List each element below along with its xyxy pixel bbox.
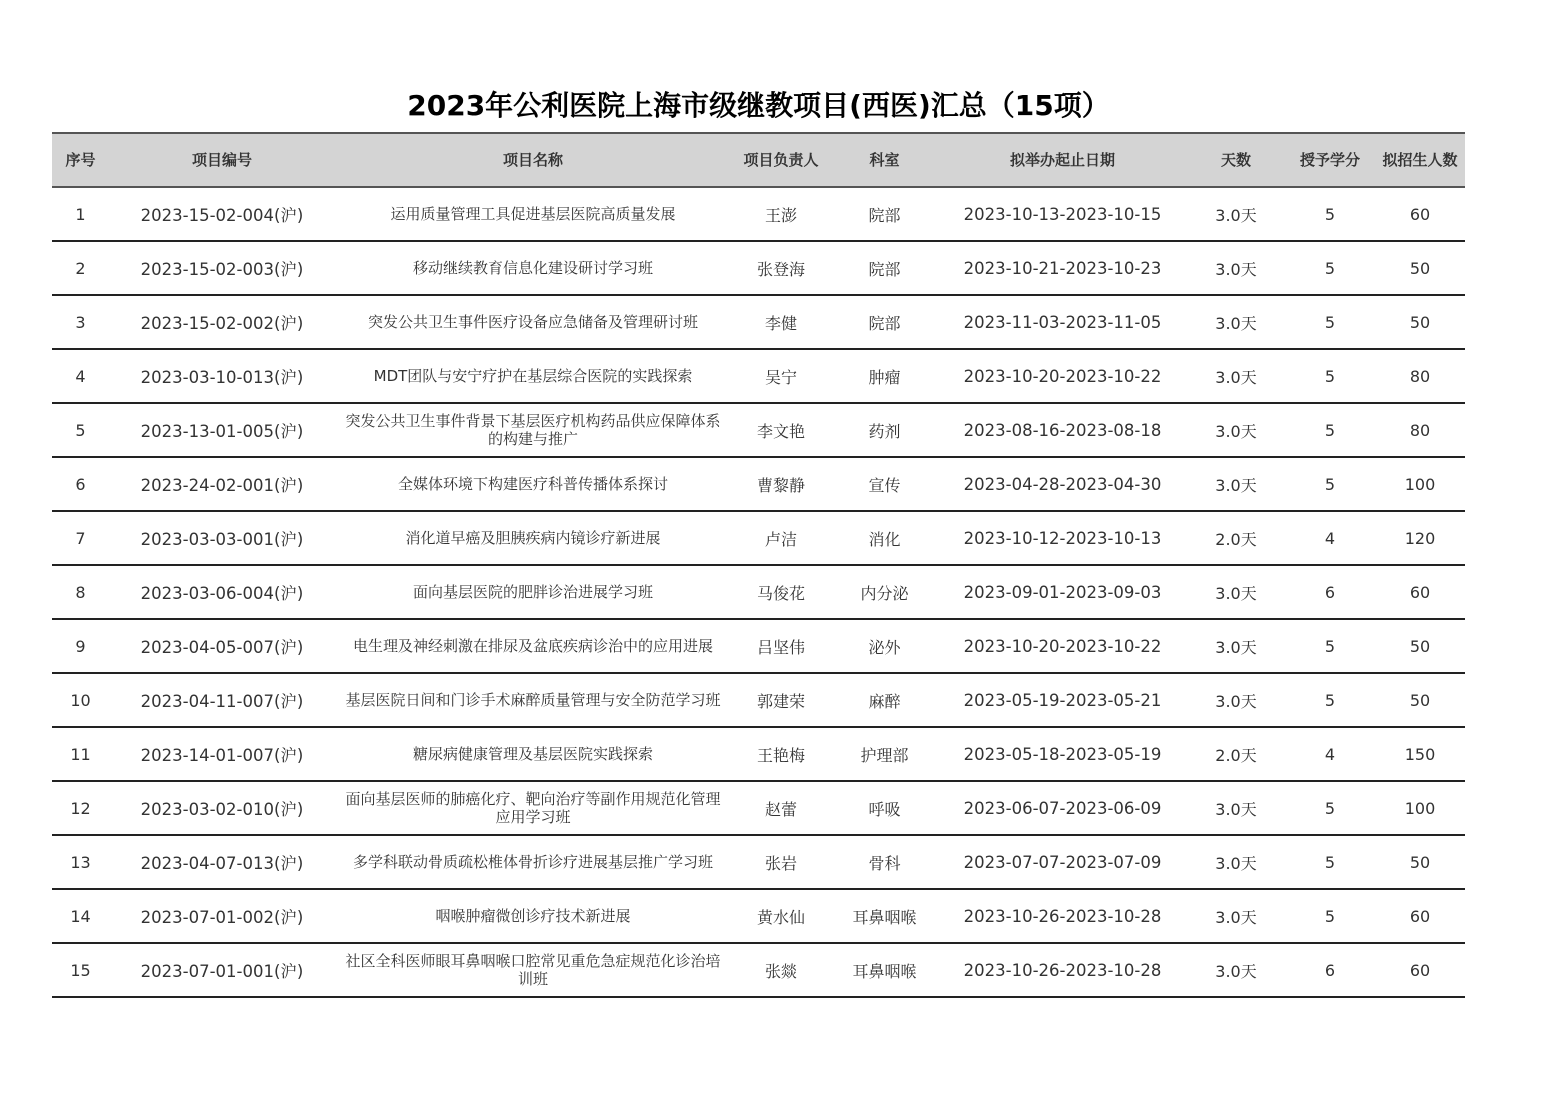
cell-name: 移动继续教育信息化建设研讨学习班 (335, 241, 731, 295)
cell-leader: 张岩 (731, 835, 831, 889)
cell-no: 13 (52, 835, 109, 889)
cell-enroll: 60 (1375, 187, 1465, 241)
table-row (52, 673, 1465, 727)
cell-enroll: 100 (1375, 457, 1465, 511)
cell-name: 面向基层医院的肥胖诊治进展学习班 (335, 565, 731, 619)
cell-credits: 5 (1285, 187, 1375, 241)
cell-credits: 5 (1285, 835, 1375, 889)
column-header-leader: 项目负责人 (731, 133, 831, 187)
cell-credits: 5 (1285, 619, 1375, 673)
cell-code: 2023-03-02-010(沪) (109, 781, 335, 835)
cell-code: 2023-04-07-013(沪) (109, 835, 335, 889)
cell-credits: 5 (1285, 457, 1375, 511)
cell-name: MDT团队与安宁疗护在基层综合医院的实践探索 (335, 349, 731, 403)
cell-leader: 吕坚伟 (731, 619, 831, 673)
cell-days: 3.0天 (1187, 241, 1285, 295)
cell-credits: 4 (1285, 727, 1375, 781)
cell-days: 3.0天 (1187, 619, 1285, 673)
cell-enroll: 80 (1375, 403, 1465, 457)
cell-no: 7 (52, 511, 109, 565)
cell-code: 2023-04-05-007(沪) (109, 619, 335, 673)
cell-name: 咽喉肿瘤微创诊疗技术新进展 (335, 889, 731, 943)
cell-days: 3.0天 (1187, 943, 1285, 997)
cell-dates: 2023-10-20-2023-10-22 (938, 349, 1187, 403)
table-row (52, 241, 1465, 295)
cell-leader: 黄水仙 (731, 889, 831, 943)
cell-dates: 2023-08-16-2023-08-18 (938, 403, 1187, 457)
cell-name: 社区全科医师眼耳鼻咽喉口腔常见重危急症规范化诊治培训班 (335, 943, 731, 997)
table-row (52, 457, 1465, 511)
cell-days: 3.0天 (1187, 781, 1285, 835)
cell-enroll: 150 (1375, 727, 1465, 781)
table-row (52, 943, 1465, 997)
cell-credits: 5 (1285, 241, 1375, 295)
cell-no: 15 (52, 943, 109, 997)
cell-dates: 2023-06-07-2023-06-09 (938, 781, 1187, 835)
cell-credits: 4 (1285, 511, 1375, 565)
cell-no: 8 (52, 565, 109, 619)
cell-dept: 宣传 (831, 457, 938, 511)
cell-credits: 5 (1285, 403, 1375, 457)
cell-dates: 2023-10-26-2023-10-28 (938, 943, 1187, 997)
cell-code: 2023-07-01-002(沪) (109, 889, 335, 943)
table-row (52, 403, 1465, 457)
table-row (52, 511, 1465, 565)
cell-credits: 5 (1285, 889, 1375, 943)
cell-enroll: 100 (1375, 781, 1465, 835)
cell-leader: 赵蕾 (731, 781, 831, 835)
cell-name: 糖尿病健康管理及基层医院实践探索 (335, 727, 731, 781)
cell-dates: 2023-05-19-2023-05-21 (938, 673, 1187, 727)
cell-leader: 郭建荣 (731, 673, 831, 727)
cell-code: 2023-04-11-007(沪) (109, 673, 335, 727)
table-row (52, 187, 1465, 241)
table-row (52, 781, 1465, 835)
table-row (52, 565, 1465, 619)
column-header-no: 序号 (52, 133, 109, 187)
cell-code: 2023-15-02-004(沪) (109, 187, 335, 241)
cell-dept: 院部 (831, 295, 938, 349)
cell-leader: 曹黎静 (731, 457, 831, 511)
cell-dates: 2023-10-13-2023-10-15 (938, 187, 1187, 241)
cell-no: 5 (52, 403, 109, 457)
column-header-dept: 科室 (831, 133, 938, 187)
cell-name: 突发公共卫生事件医疗设备应急储备及管理研讨班 (335, 295, 731, 349)
cell-dept: 骨科 (831, 835, 938, 889)
column-header-days: 天数 (1187, 133, 1285, 187)
cell-code: 2023-13-01-005(沪) (109, 403, 335, 457)
cell-dept: 院部 (831, 241, 938, 295)
cell-enroll: 50 (1375, 619, 1465, 673)
cell-dates: 2023-09-01-2023-09-03 (938, 565, 1187, 619)
cell-leader: 李文艳 (731, 403, 831, 457)
cell-enroll: 50 (1375, 295, 1465, 349)
cell-days: 2.0天 (1187, 511, 1285, 565)
table-row (52, 619, 1465, 673)
cell-code: 2023-07-01-001(沪) (109, 943, 335, 997)
cell-days: 3.0天 (1187, 457, 1285, 511)
cell-no: 11 (52, 727, 109, 781)
cell-days: 2.0天 (1187, 727, 1285, 781)
cell-days: 3.0天 (1187, 349, 1285, 403)
cell-no: 6 (52, 457, 109, 511)
cell-code: 2023-24-02-001(沪) (109, 457, 335, 511)
cell-credits: 5 (1285, 673, 1375, 727)
column-header-dates: 拟举办起止日期 (938, 133, 1187, 187)
table-row (52, 727, 1465, 781)
cell-no: 3 (52, 295, 109, 349)
cell-dates: 2023-10-21-2023-10-23 (938, 241, 1187, 295)
cell-dates: 2023-10-12-2023-10-13 (938, 511, 1187, 565)
cell-code: 2023-03-10-013(沪) (109, 349, 335, 403)
cell-credits: 6 (1285, 943, 1375, 997)
cell-days: 3.0天 (1187, 295, 1285, 349)
cell-no: 14 (52, 889, 109, 943)
cell-name: 全媒体环境下构建医疗科普传播体系探讨 (335, 457, 731, 511)
cell-leader: 李健 (731, 295, 831, 349)
cell-leader: 马俊花 (731, 565, 831, 619)
cell-enroll: 60 (1375, 889, 1465, 943)
column-header-enroll: 拟招生人数 (1375, 133, 1465, 187)
cell-dates: 2023-05-18-2023-05-19 (938, 727, 1187, 781)
cell-code: 2023-03-06-004(沪) (109, 565, 335, 619)
cell-leader: 吴宁 (731, 349, 831, 403)
table-row (52, 295, 1465, 349)
table-body (52, 187, 1465, 997)
cell-no: 4 (52, 349, 109, 403)
cell-dates: 2023-10-26-2023-10-28 (938, 889, 1187, 943)
column-header-credits: 授予学分 (1285, 133, 1375, 187)
cell-no: 1 (52, 187, 109, 241)
cell-code: 2023-03-03-001(沪) (109, 511, 335, 565)
cell-dept: 呼吸 (831, 781, 938, 835)
cell-leader: 张燚 (731, 943, 831, 997)
column-header-code: 项目编号 (109, 133, 335, 187)
column-header-name: 项目名称 (335, 133, 731, 187)
cell-days: 3.0天 (1187, 673, 1285, 727)
cell-code: 2023-14-01-007(沪) (109, 727, 335, 781)
project-table (52, 132, 1465, 998)
cell-days: 3.0天 (1187, 187, 1285, 241)
cell-dept: 内分泌 (831, 565, 938, 619)
cell-name: 电生理及神经刺激在排尿及盆底疾病诊治中的应用进展 (335, 619, 731, 673)
cell-days: 3.0天 (1187, 835, 1285, 889)
cell-enroll: 80 (1375, 349, 1465, 403)
cell-dept: 药剂 (831, 403, 938, 457)
cell-days: 3.0天 (1187, 565, 1285, 619)
cell-name: 基层医院日间和门诊手术麻醉质量管理与安全防范学习班 (335, 673, 731, 727)
cell-credits: 5 (1285, 295, 1375, 349)
cell-enroll: 60 (1375, 943, 1465, 997)
cell-dates: 2023-04-28-2023-04-30 (938, 457, 1187, 511)
cell-dates: 2023-10-20-2023-10-22 (938, 619, 1187, 673)
cell-dept: 护理部 (831, 727, 938, 781)
cell-leader: 王艳梅 (731, 727, 831, 781)
page-title: 2023年公利医院上海市级继教项目(西医)汇总（15项） (407, 89, 1110, 122)
cell-credits: 5 (1285, 349, 1375, 403)
cell-credits: 6 (1285, 565, 1375, 619)
cell-dept: 耳鼻咽喉 (831, 889, 938, 943)
cell-days: 3.0天 (1187, 889, 1285, 943)
cell-no: 2 (52, 241, 109, 295)
cell-enroll: 50 (1375, 835, 1465, 889)
cell-dept: 麻醉 (831, 673, 938, 727)
cell-code: 2023-15-02-002(沪) (109, 295, 335, 349)
cell-name: 突发公共卫生事件背景下基层医疗机构药品供应保障体系的构建与推广 (335, 403, 731, 457)
cell-days: 3.0天 (1187, 403, 1285, 457)
cell-dates: 2023-11-03-2023-11-05 (938, 295, 1187, 349)
cell-name: 消化道早癌及胆胰疾病内镜诊疗新进展 (335, 511, 731, 565)
cell-no: 10 (52, 673, 109, 727)
table-row (52, 349, 1465, 403)
cell-dept: 院部 (831, 187, 938, 241)
cell-dept: 消化 (831, 511, 938, 565)
cell-enroll: 50 (1375, 241, 1465, 295)
cell-dept: 耳鼻咽喉 (831, 943, 938, 997)
cell-enroll: 120 (1375, 511, 1465, 565)
cell-dept: 肿瘤 (831, 349, 938, 403)
table-header-row (52, 133, 1465, 187)
table-row (52, 835, 1465, 889)
cell-dept: 泌外 (831, 619, 938, 673)
cell-leader: 张登海 (731, 241, 831, 295)
cell-name: 面向基层医师的肺癌化疗、靶向治疗等副作用规范化管理应用学习班 (335, 781, 731, 835)
cell-enroll: 50 (1375, 673, 1465, 727)
cell-no: 9 (52, 619, 109, 673)
cell-name: 运用质量管理工具促进基层医院高质量发展 (335, 187, 731, 241)
cell-dates: 2023-07-07-2023-07-09 (938, 835, 1187, 889)
table-row (52, 889, 1465, 943)
cell-no: 12 (52, 781, 109, 835)
cell-enroll: 60 (1375, 565, 1465, 619)
cell-credits: 5 (1285, 781, 1375, 835)
cell-leader: 王澎 (731, 187, 831, 241)
cell-name: 多学科联动骨质疏松椎体骨折诊疗进展基层推广学习班 (335, 835, 731, 889)
cell-code: 2023-15-02-003(沪) (109, 241, 335, 295)
cell-leader: 卢洁 (731, 511, 831, 565)
